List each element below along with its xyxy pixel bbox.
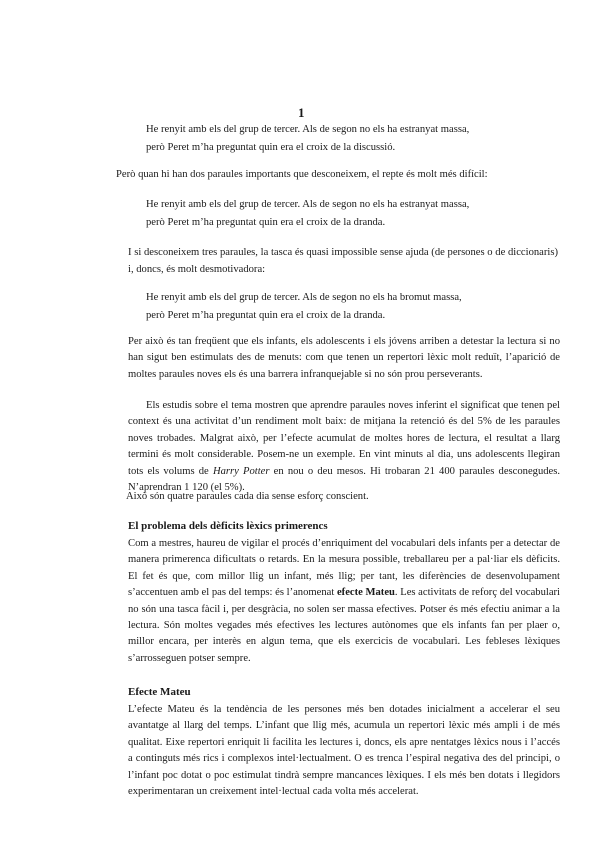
paragraph-lexical-deficits [128, 536, 560, 667]
deficits-text-end: . Les activitats de reforç del vocabulari no són una tasca fàcil i, per desgràcia, no solen ser massa efectives. Potser és més efectiu animar a la lectura. Són moltes vegades més efectives les lectures autònomes que els infants fan per plaer o, millor encara, per interès en algun tema, que els exercicis de vocabulari. Les febleses lèxiques s’arrosseguen potser sempre. [128, 587, 561, 664]
book-title: Harry Potter [212, 465, 270, 477]
paragraph-reading-barrier: Per això és tan freqüent que els infants, els adolescents i els jóvens arriben a detestar la lectura si no han sigut ben estimulats des de menuts: com que tenen un repertori lèxic molt reduït, l’aparició de moltes paraules noves els és una barrera infranquejable si no són prou perseverants. [128, 336, 560, 380]
studies-text-end: en nou o deu mesos. Hi trobaran 21 400 paraules desconegudes. N’aprendran 1 120 (el 5%). [128, 465, 561, 494]
example-sentence-1 [146, 121, 586, 157]
example-3-line-2: però Peret m’ha preguntat quin era el croix de la dranda. [146, 310, 386, 321]
section-heading-matthew-effect: Efecte Mateu [128, 686, 191, 698]
example-2-line-1: He renyit amb els del grup de tercer. Als de segon no els ha estranyat massa, [146, 199, 470, 210]
example-sentence-3 [146, 289, 586, 325]
page-number: 1 [298, 105, 305, 120]
intro-three-unknown-words: I si desconeixem tres paraules, la tasca és quasi impossible sense ajuda (de persones o de diccionaris) i, doncs, és molt desmotivadora: [128, 247, 558, 275]
example-1-line-1: He renyit amb els del grup de tercer. Als de segon no els ha estranyat massa, [146, 124, 470, 135]
section-heading-lexical-deficits: El problema dels dèficits lèxics primerencs [128, 520, 328, 532]
paragraph-studies [128, 398, 560, 496]
example-1-line-2: però Peret m’ha preguntat quin era el croix de la discussió. [146, 142, 396, 153]
studies-text: Els estudis sobre el tema mostren que aprendre paraules noves inferint el significat que tenen pel context és una activitat d’un rendiment molt baix: de mitjana la retenció és del 5% de les paraules noves trobades. Malgrat això, per l’efecte acumulat de moltes hores de lectura, el resultat a llarg termini és molt considerable. Posem-ne un exemple. En vint minuts al dia, uns adolescents llegiran tots els volums de [128, 400, 560, 477]
example-3-line-1: He renyit amb els del grup de tercer. Als de segon no els ha bromut massa, [146, 292, 462, 303]
paragraph-studies-conclusion: Això són quatre paraules cada dia sense esforç conscient. [126, 491, 369, 502]
paragraph-matthew-effect: L’efecte Mateu és la tendència de les persones més ben dotades inicialment a accelerar el seu avantatge al llarg del temps. L’infant que llig més, acumula un repertori lèxic més ampli i de més qualitat. Eixe repertori enriquit li facilita les lectures i, doncs, els apre nentatges lèxics nous i l’accés a continguts més rics i complexos intel·lectualment. O es trenca l’espiral negativa des del principi, o l’infant poc dotat o poc estimulat tindrà sempre mancances lèxiques. I els més ben dotats i llegidors experimentaran un creixement intel·lectual cada volta més accelerat. [128, 704, 560, 798]
deficits-text: Com a mestres, haureu de vigilar el procés d’enriquiment del vocabulari dels infants per a detectar de manera primerenca dificultats o retards. En la mesura possible, treballareu per a pal·liar els dèficits. El fet és que, com millor llig un infant, més llig; per tant, les diferències de desenvolupament s’accentuen amb el pas del temps: és l’anomenat [128, 538, 560, 599]
example-2-line-2: però Peret m’ha preguntat quin era el croix de la dranda. [146, 217, 386, 228]
intro-two-unknown-words: Però quan hi han dos paraules importants que desconeixem, el repte és molt més difícil: [116, 169, 488, 180]
example-sentence-2 [146, 196, 586, 232]
matthew-effect-term: efecte Mateu [336, 587, 395, 599]
